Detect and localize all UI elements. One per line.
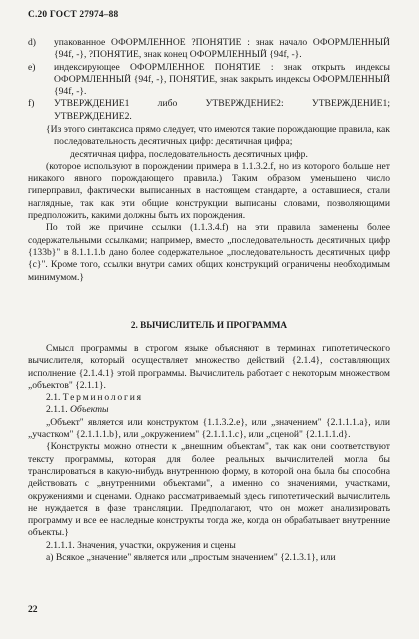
list-item (28, 37, 390, 62)
section-title: 2. ВЫЧИСЛИТЕЛЬ И ПРОГРАММА (130, 320, 288, 330)
subsection-heading: 2.1.1.1. Значения, участки, окружения и сцены (46, 539, 236, 551)
paragraph: Смысл программы в строгом языке объясняют в терминах гипотетического вычислителя, который осуществляет множество действий {2.1.4}, составляющих исполнение {2.1.4.1} этой программы. Вычислитель работает с некоторым множеством „объектов" {2.1.1}. (28, 343, 390, 391)
subsection-heading (28, 392, 390, 404)
subsection-heading (28, 404, 390, 416)
paragraph: „Объект" является или конструктом {1.1.3.2.е}, или „значением" {2.1.1.1.а}, или „участком" {2.1.1.1.b}, или „окружением" {2.1.1.1.с}, или „сценой" {2.1.1.1.d}. (28, 416, 390, 441)
rule-line: последовательность десятичных цифр: десятичная цифра; (54, 136, 293, 148)
list-item (28, 62, 390, 99)
item-text: индексирующее ОФОРМЛЕННОЕ ПОНЯТИЕ : знак открыть индексы ОФОРМЛЕННЫЙ {94f, -}, ПОНЯТИЕ, знак закрыть индексы ОФОРМЛЕННЫЙ {94f, -}. (54, 61, 390, 98)
page-number: 22 (28, 604, 38, 615)
item-text: УТВЕРЖДЕНИЕ1 либо УТВЕРЖДЕНИЕ2: УТВЕРЖДЕНИЕ1; УТВЕРЖДЕНИЕ2. (54, 98, 390, 122)
list-item (28, 98, 390, 123)
comment-open: {Из этого синтаксиса прямо следует, что имеются такие порождающие правила, как (46, 124, 390, 135)
subsection-number: 2.1. (46, 392, 61, 404)
syntax-items (28, 37, 390, 123)
subsection-title: Объекты (70, 404, 109, 416)
paragraph: {Конструкты можно отнести к „внешним объектам", так как они соответствуют тексту программы, которая для более реальных вычислителей могла бы транслироваться в какую-нибудь внутреннюю форму, в которой она была бы способна действовать с „внутренними объектами", а именно со значениями, участками, окружениями и сценами. Однако рассматриваемый здесь гипотетический вычислитель не нуждается в фазе трансляции. Предполагают, что он может анализировать программу и все ее наследные конструкты тогда же, когда он обрабатывает внутренние объекты.} (28, 441, 390, 539)
page-header: С.20 ГОСТ 27974–88 (28, 10, 119, 20)
paragraph: а) Всякое „значение" является или „простым значением" {2.1.3.1}, или (46, 552, 336, 564)
subsection-number: 2.1.1. (46, 404, 68, 416)
item-label: d) (28, 37, 36, 48)
item-label: f) (28, 98, 35, 110)
paragraph: По той же причине ссылки (1.1.3.4.f) на эти правила заменены более содержательными ссылками; например, вместо „последовательность десятичных цифр {133b}" в 8.1.1.1.b дано более содержательное „последовательность десятичных цифр {c}". Кроме того, ссылки внутри самих общих конструкций ограничены необходимым минимумом.} (28, 222, 390, 283)
section-body (28, 343, 390, 564)
comment-block (28, 124, 390, 284)
rule-line: десятичная цифра, последовательность десятичных цифр. (70, 148, 308, 160)
item-text: упакованное ОФОРМЛЕННОЕ ?ПОНЯТИЕ : знак начало ОФОРМЛЕННЫЙ {94f, -}, ?ПОНЯТИЕ, знак конец ОФОРМЛЕННЫЙ {94f, -}. (54, 37, 390, 61)
item-label: e) (28, 61, 36, 73)
paragraph: (которое используют в порождении примера в 1.1.3.2.f, но из которого больше нет никакого явного порождающего правила.) Таким образом уменьшено число гиперправил, фактически выписанных в настоящем стандарте, а оставшиеся, стали наглядные, так как эти общие конструкции выписаны словами, позволяющими предположить, какими должны быть их порождения. (28, 160, 390, 222)
subsection-title: Терминология (62, 392, 143, 404)
